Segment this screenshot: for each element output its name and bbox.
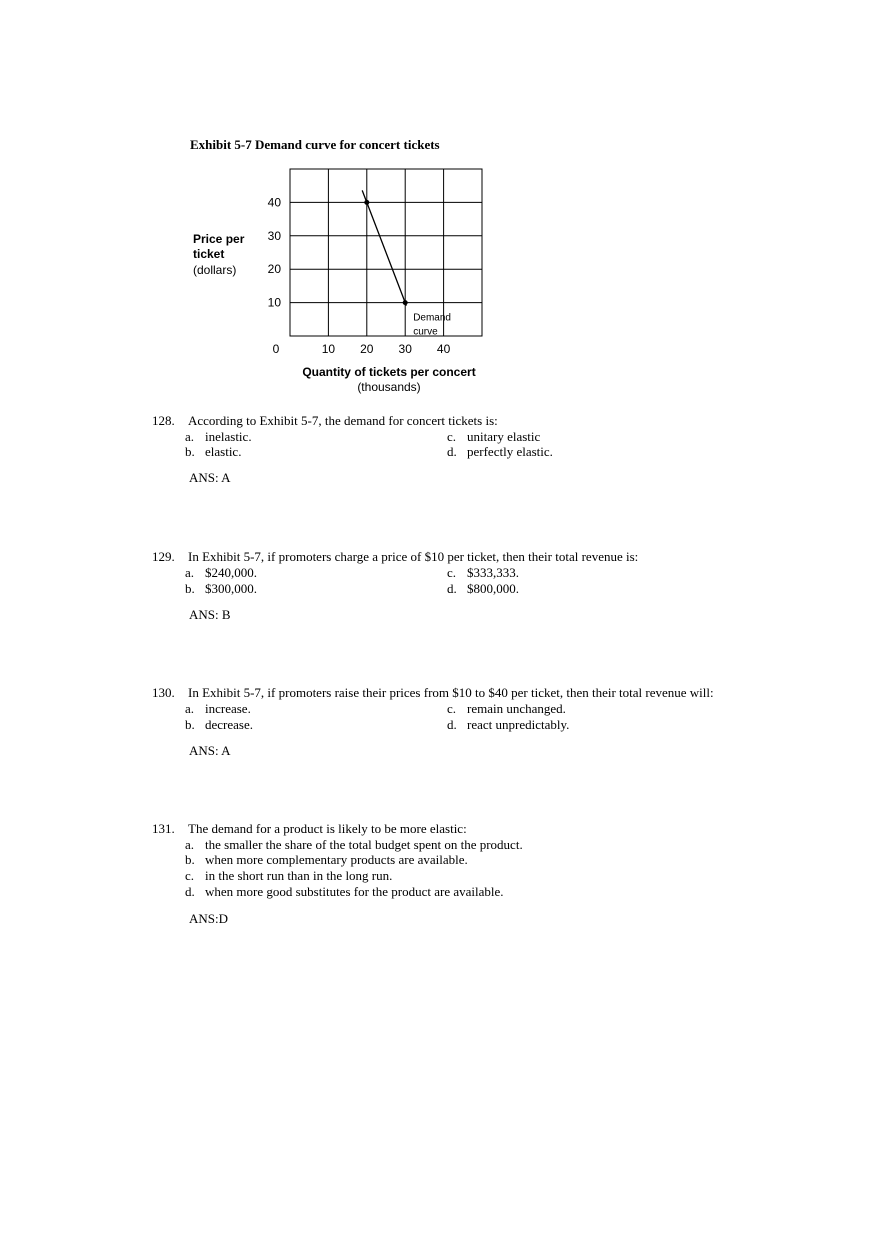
answer: ANS:D (189, 911, 229, 926)
option-letter: c. (447, 429, 457, 444)
option-letter: c. (447, 565, 457, 580)
y-tick-label-20: 20 (267, 262, 281, 277)
option-d (185, 884, 504, 900)
y-axis-label-line-3: (dollars) (193, 263, 237, 277)
option-letter: b. (185, 581, 195, 596)
option-c (185, 868, 392, 884)
option-text: the smaller the share of the total budget spent on the product. (205, 837, 523, 852)
option-letter: c. (185, 868, 195, 883)
option-a (185, 837, 523, 853)
question-number: 130. (152, 685, 175, 700)
y-tick-label-40: 40 (267, 195, 281, 210)
option-a (185, 701, 251, 717)
option-text: unitary elastic (467, 429, 541, 444)
x-tick-label-30: 30 (398, 342, 412, 356)
demand-curve-label-line-2: curve (413, 326, 438, 338)
option-b (185, 581, 257, 597)
option-letter: a. (185, 429, 195, 444)
option-c (447, 701, 566, 717)
option-letter: b. (185, 852, 195, 867)
option-text: $333,333. (467, 565, 519, 580)
demand-curve-label-line-1: Demand (413, 312, 452, 324)
option-letter: a. (185, 565, 195, 580)
option-text: remain unchanged. (467, 701, 566, 716)
data-point-30-10 (403, 300, 408, 305)
option-letter: d. (447, 717, 457, 732)
option-b (185, 852, 468, 868)
option-letter: b. (185, 444, 195, 459)
option-b (185, 444, 241, 460)
demand-chart-svg (190, 162, 500, 402)
option-d (447, 444, 553, 460)
option-text: perfectly elastic. (467, 444, 553, 459)
option-text: elastic. (205, 444, 242, 459)
x-axis-sublabel: (thousands) (357, 380, 421, 394)
origin-label: 0 (272, 342, 280, 356)
option-c (447, 565, 519, 581)
option-text: increase. (205, 701, 251, 716)
option-d (447, 581, 519, 597)
option-text: react unpredictably. (467, 717, 570, 732)
option-letter: b. (185, 717, 195, 732)
question-number: 128. (152, 413, 175, 428)
question-number: 129. (152, 549, 175, 564)
option-letter: c. (447, 701, 457, 716)
demand-chart (190, 162, 500, 407)
option-letter: d. (185, 884, 195, 899)
question-stem: In Exhibit 5-7, if promoters charge a price of $10 per ticket, then their total revenue is: (188, 549, 639, 564)
y-tick-label-30: 30 (267, 228, 281, 243)
option-a (185, 565, 257, 581)
question-stem: In Exhibit 5-7, if promoters raise their prices from $10 to $40 per ticket, then their total revenue will: (188, 685, 714, 700)
x-axis-label: Quantity of tickets per concert (302, 365, 476, 379)
option-text: $800,000. (467, 581, 519, 596)
option-letter: d. (447, 581, 457, 596)
answer: ANS: B (189, 607, 231, 622)
answer: ANS: A (189, 743, 231, 758)
option-a (185, 429, 252, 445)
option-text: in the short run than in the long run. (205, 868, 393, 883)
exhibit-title: Exhibit 5-7 Demand curve for concert tickets (190, 137, 440, 152)
option-text: $240,000. (205, 565, 257, 580)
option-text: inelastic. (205, 429, 252, 444)
data-point-20-40 (364, 200, 369, 205)
option-d (447, 717, 569, 733)
option-text: when more complementary products are available. (205, 852, 468, 867)
option-letter: d. (447, 444, 457, 459)
question-stem: The demand for a product is likely to be more elastic: (188, 821, 467, 836)
y-axis-label-line-1: Price per (193, 232, 245, 246)
x-tick-label-20: 20 (360, 342, 374, 356)
option-text: when more good substitutes for the product are available. (205, 884, 504, 899)
option-text: decrease. (205, 717, 253, 732)
x-tick-label-40: 40 (436, 342, 451, 356)
demand-curve-line (362, 190, 406, 305)
question-stem: According to Exhibit 5-7, the demand for concert tickets is: (188, 413, 498, 428)
option-letter: a. (185, 837, 195, 852)
option-b (185, 717, 253, 733)
option-text: $300,000. (205, 581, 257, 596)
answer: ANS: A (189, 470, 231, 485)
y-axis-label-line-2: ticket (193, 247, 225, 261)
option-c (447, 429, 540, 445)
option-letter: a. (185, 701, 195, 716)
x-tick-label-10: 10 (321, 342, 336, 356)
y-tick-label-10: 10 (267, 295, 281, 310)
question-number: 131. (152, 821, 175, 836)
